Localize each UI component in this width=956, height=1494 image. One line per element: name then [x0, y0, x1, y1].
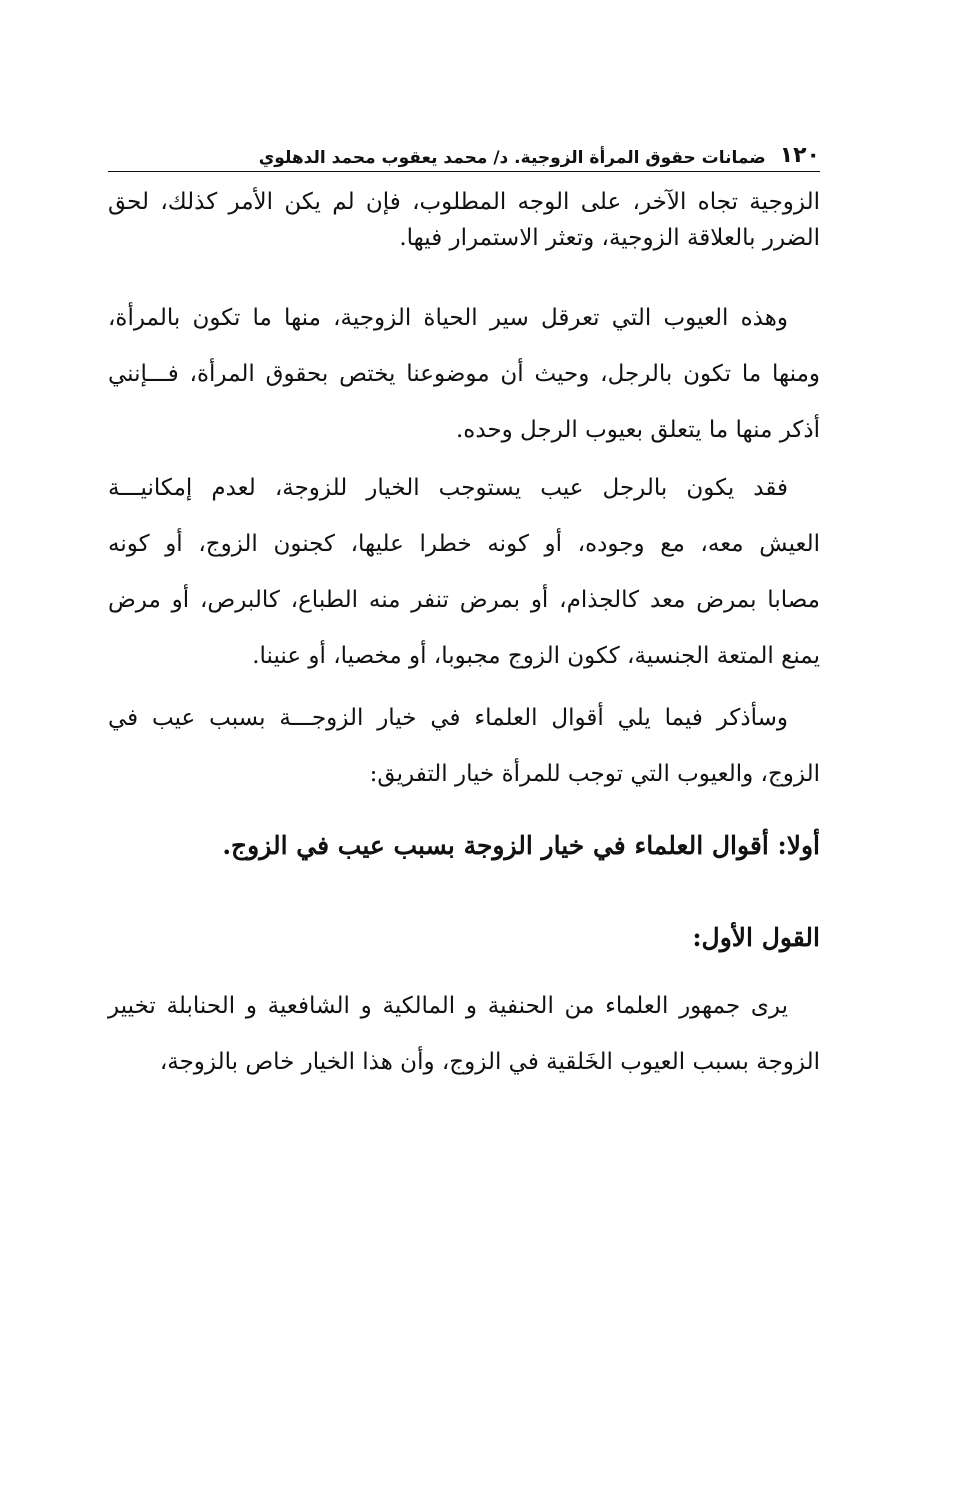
page-number: ١٢٠: [779, 143, 820, 168]
section-heading: أولا: أقوال العلماء في خيار الزوجة بسبب عيب في الزوج.: [222, 831, 820, 860]
text-line: العيش معه، مع وجوده، أو كونه خطرا عليها، كجنون الزوج، أو كونه: [108, 531, 820, 557]
paragraph-4: [108, 700, 820, 792]
text-line: وهذه العيوب التي تعرقل سير الحياة الزوجية، منها ما تكون بالمرأة،: [108, 305, 788, 331]
text-line: ومنها ما تكون بالرجل، وحيث أن موضوعنا يختص بحقوق المرأة، فـــإنني: [108, 361, 820, 387]
text-line: مصابا بمرض معد كالجذام، أو بمرض تنفر منه الطباع، كالبرص، أو مرض: [108, 587, 820, 613]
paragraph-3: [108, 470, 820, 674]
paragraph-1: [108, 184, 820, 256]
running-header: [108, 138, 820, 172]
paragraph-2: [108, 300, 820, 448]
text-line: وسأذكر فيما يلي أقوال العلماء في خيار الزوجـــة بسبب عيب في: [108, 705, 788, 731]
text-line: الزوج، والعيوب التي توجب للمرأة خيار التفريق:: [369, 761, 820, 787]
text-line: فقد يكون بالرجل عيب يستوجب الخيار للزوجة، لعدم إمكانيـــة: [108, 475, 788, 501]
subsection-heading: القول الأول:: [692, 923, 820, 952]
text-line: يمنع المتعة الجنسية، ككون الزوج مجبوبا، أو مخصيا، أو عنينا.: [252, 643, 820, 669]
text-line: الضرر بالعلاقة الزوجية، وتعثر الاستمرار فيها.: [399, 225, 820, 251]
paragraph-5: [108, 988, 820, 1080]
text-line: الزوجة بسبب العيوب الخَلقية في الزوج، وأن هذا الخيار خاص بالزوجة،: [159, 1049, 820, 1075]
text-line: أذكر منها ما يتعلق بعيوب الرجل وحده.: [455, 417, 820, 443]
running-title: ضمانات حقوق المرأة الزوجية. د/ محمد يعقوب محمد الدهلوي: [258, 148, 766, 168]
text-line: الزوجية تجاه الآخر، على الوجه المطلوب، فإن لم يكن الأمر كذلك، لحق: [108, 189, 820, 215]
text-line: يرى جمهور العلماء من الحنفية و المالكية و الشافعية و الحنابلة تخيير: [108, 993, 788, 1019]
